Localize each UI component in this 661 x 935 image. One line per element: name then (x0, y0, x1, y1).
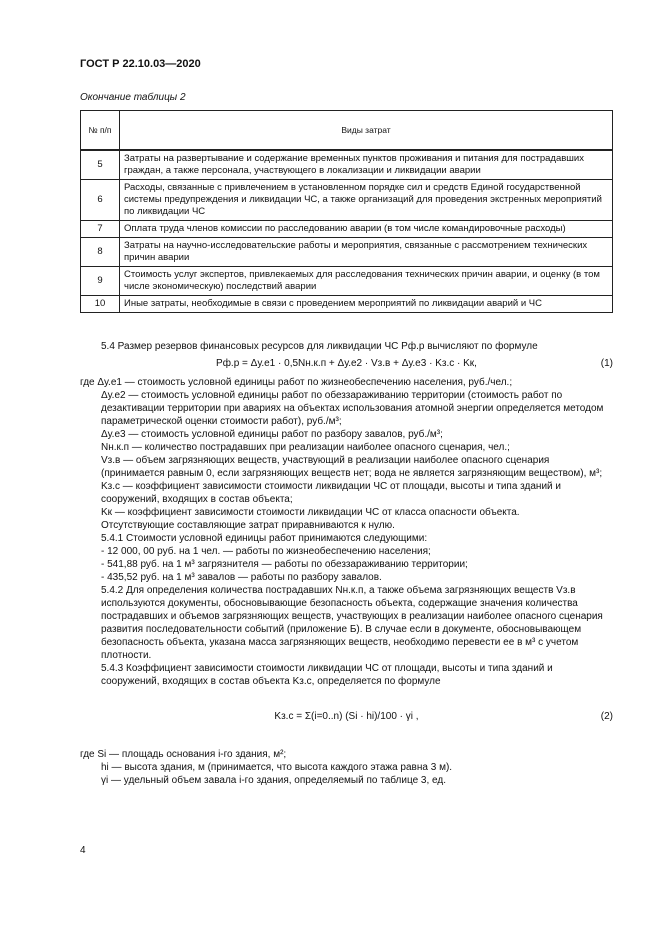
table-row (81, 180, 613, 221)
table-row (81, 238, 613, 267)
definition: Δу.e2 — стоимость условной единицы работ по обеззараживанию территории (стоимость работ по дезактивации территории при авариях на объектах использования атомной энергии определяется методом параметрической оценки стоимости работ), руб./м³; (101, 390, 604, 427)
definition: Kз.с — коэффициент зависимости стоимости ликвидации ЧС от площади, высоты и типа зданий и сооружений, входящих в состав объекта; (101, 481, 561, 505)
table-row (81, 296, 613, 313)
row-number: 10 (81, 296, 120, 313)
formula-2-text: Kз.с = Σ(i=0..n) (Si · hi)/100 · γi , (274, 711, 419, 722)
row-number: 5 (81, 150, 120, 180)
row-text: Иные затраты, необходимые в связи с проведением мероприятий по ликвидации аварий и ЧС (120, 296, 613, 313)
definition: Vз.в — объем загрязняющих веществ, участвующий в реализации наиболее опасного сценария (принимается равным 0, если загрязняющих веществ нет; вода не является загрязняющим веществом), м³; (101, 455, 603, 479)
page-number: 4 (80, 845, 86, 856)
formula-1-number: (1) (600, 358, 613, 369)
row-number: 7 (81, 221, 120, 238)
row-text: Затраты на развертывание и содержание временных пунктов проживания и питания для пострадавших граждан, а также персонала, участвующего в локализации и ликвидации аварии (120, 150, 613, 180)
row-number: 8 (81, 238, 120, 267)
table-caption: Окончание таблицы 2 (80, 92, 186, 103)
definition: hi — высота здания, м (принимается, что высота каждого этажа равна 3 м). (101, 762, 453, 773)
row-text: Затраты на научно-исследовательские работы и мероприятия, связанные с рассмотрением технических причин аварии (120, 238, 613, 267)
list-item: - 12 000, 00 руб. на 1 чел. — работы по жизнеобеспечению населения; (101, 546, 431, 557)
body-text (80, 340, 613, 787)
table-row (81, 150, 613, 180)
definition: Kк — коэффициент зависимости стоимости ликвидации ЧС от класса опасности объекта. (101, 507, 520, 518)
row-number: 9 (81, 267, 120, 296)
paragraph-5-4-1: 5.4.1 Стоимости условной единицы работ принимаются следующими: (101, 533, 428, 544)
row-text: Расходы, связанные с привлечением в установленном порядке сил и средств Единой государственной системы предупреждения и ликвидации ЧС, а также организаций для проведения экстренных мероприятий по ликвидации ЧС (120, 180, 613, 221)
row-number: 6 (81, 180, 120, 221)
formula-2-number: (2) (600, 711, 613, 722)
definition: где Si — площадь основания i-го здания, м²; (80, 749, 287, 760)
paragraph-5-4-3: 5.4.3 Коэффициент зависимости стоимости ликвидации ЧС от площади, высоты и типа зданий и сооружений, входящих в состав объекта Kз.с, определяется по формуле (101, 663, 553, 687)
row-text: Стоимость услуг экспертов, привлекаемых для расследования технических причин аварии, и оценку (в том числе экономическую) последствий аварии (120, 267, 613, 296)
row-text: Оплата труда членов комиссии по расследованию аварии (в том числе командировочные расходы) (120, 221, 613, 238)
formula-1-text: Pф.р = Δу.e1 · 0,5Nн.к.п + Δу.e2 · Vз.в + Δу.e3 · Kз.с · Kк, (216, 358, 477, 369)
costs-table (80, 110, 613, 313)
definition: где Δу.e1 — стоимость условной единицы работ по жизнеобеспечению населения, руб./чел.; (80, 377, 513, 388)
list-item: - 541,88 руб. на 1 м³ загрязнителя — работы по обеззараживанию территории; (101, 559, 468, 570)
paragraph-5-4-2: 5.4.2 Для определения количества пострадавших Nн.к.п, а также объема загрязняющих веществ Vз.в используются документы, обосновывающие безопасность объекта, содержащие значения количества пострадавших и объемов загрязняющих веществ, участвующих в реализации наиболее опасного сценария развития последовательности событий (приложение Б). В случае если в документе, обосновывающем безопасность объекта, указана масса загрязняющих веществ, необходимо перевести ее в м³ с учетом плотности. (101, 585, 603, 661)
document-header: ГОСТ Р 22.10.03—2020 (80, 58, 201, 70)
paragraph-absent: Отсутствующие составляющие затрат приравниваются к нулю. (101, 520, 395, 531)
list-item: - 435,52 руб. на 1 м³ завалов — работы по разбору завалов. (101, 572, 382, 583)
col-header-cost-type: Виды затрат (120, 111, 613, 151)
table-row (81, 267, 613, 296)
formula-2 (80, 696, 613, 740)
table-header-row (81, 111, 613, 151)
definition: Nн.к.п — количество пострадавших при реализации наиболее опасного сценария, чел.; (101, 442, 510, 453)
definition: γi — удельный объем завала i-го здания, определяемый по таблице 3, ед. (101, 775, 446, 786)
col-header-number: № п/п (81, 111, 120, 151)
table-row (81, 221, 613, 238)
definition: Δу.e3 — стоимость условной единицы работ по разбору завалов, руб./м³; (101, 429, 443, 440)
formula-1 (80, 357, 613, 370)
paragraph-5-4: 5.4 Размер резервов финансовых ресурсов для ликвидации ЧС Pф.р вычисляют по формуле (101, 341, 538, 352)
